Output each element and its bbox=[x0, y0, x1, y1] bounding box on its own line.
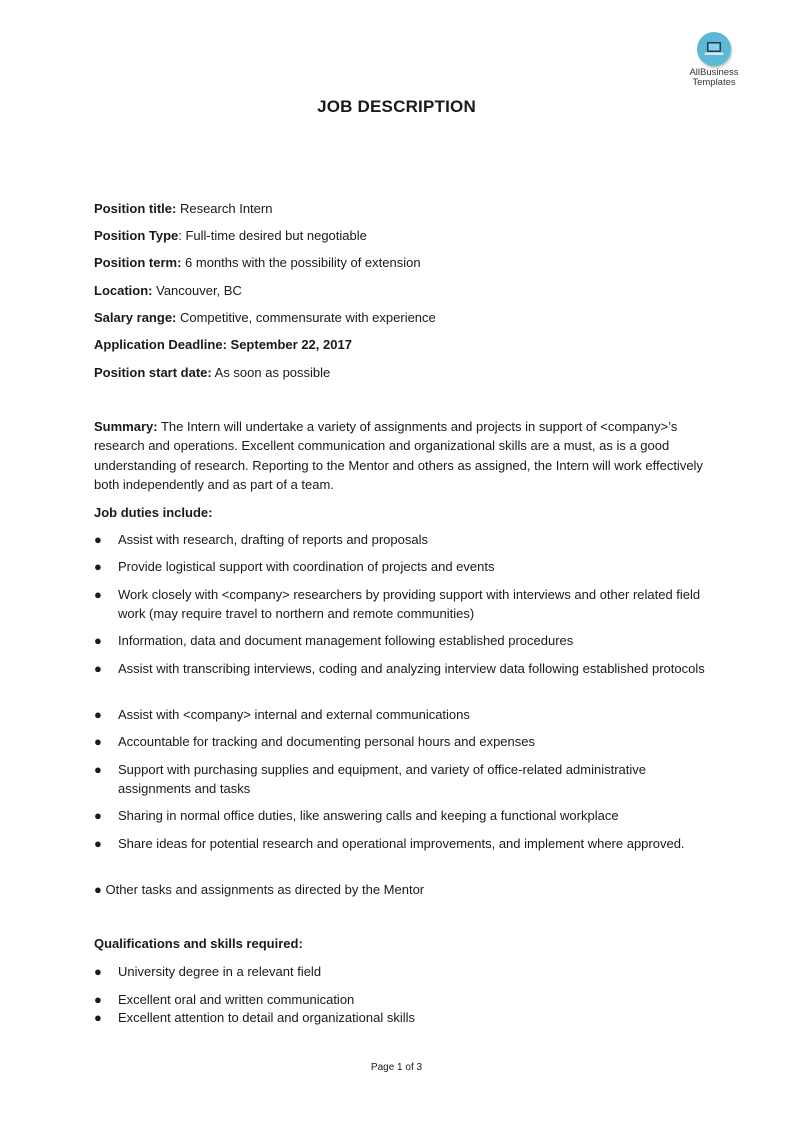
field-value: As soon as possible bbox=[211, 365, 331, 380]
duty-text: Information, data and document management following established procedures bbox=[118, 633, 574, 648]
duty-item bbox=[94, 530, 714, 549]
qualification-text: Excellent attention to detail and organizational skills bbox=[118, 1010, 416, 1025]
field-value: Research Intern bbox=[176, 201, 273, 216]
field-position-type bbox=[94, 227, 367, 244]
field-position-start-date bbox=[94, 364, 330, 381]
duty-item bbox=[94, 732, 714, 751]
field-label: Position term: bbox=[94, 255, 182, 270]
field-label: Location: bbox=[94, 283, 153, 298]
duty-text: Assist with transcribing interviews, coding and analyzing interview data following established protocols bbox=[118, 661, 705, 676]
duty-text: Share ideas for potential research and operational improvements, and implement where approved. bbox=[118, 836, 685, 851]
field-label: Salary range: bbox=[94, 310, 177, 325]
summary-text: The Intern will undertake a variety of assignments and projects in support of <company>’s research and operations. Excellent communication and organizational skills are a must, as is a good understanding of research. Reporting to the Mentor and others as assigned, the Intern will work effectively both independently and as part of a team. bbox=[94, 419, 703, 492]
bullet-icon: ● bbox=[94, 964, 102, 979]
duty-item bbox=[94, 834, 714, 853]
summary-label: Summary: bbox=[94, 419, 158, 434]
bullet-icon: ● bbox=[94, 836, 102, 851]
logo-text-line2: Templates bbox=[692, 77, 736, 88]
bullet-icon: ● bbox=[94, 808, 102, 823]
bullet-icon: ● bbox=[94, 762, 102, 777]
duty-text: Assist with research, drafting of reports and proposals bbox=[118, 532, 428, 547]
summary-paragraph bbox=[94, 417, 714, 494]
field-label: Application Deadline: bbox=[94, 337, 227, 352]
page-number: Page 1 of 3 bbox=[370, 1062, 423, 1073]
logo-text-line1: AllBusiness bbox=[689, 67, 739, 78]
allbusiness-templates-logo bbox=[680, 32, 748, 88]
duty-item bbox=[94, 585, 714, 623]
bullet-icon: ● bbox=[94, 707, 102, 722]
duty-item bbox=[94, 760, 714, 798]
bullet-icon: ● bbox=[94, 559, 102, 574]
bullet-icon: ● bbox=[94, 633, 102, 648]
page-title: JOB DESCRIPTION bbox=[317, 97, 476, 116]
duty-item bbox=[94, 659, 714, 678]
field-position-term bbox=[94, 254, 421, 271]
duty-text: Provide logistical support with coordination of projects and events bbox=[118, 559, 495, 574]
duty-item-other-tasks: ● Other tasks and assignments as directed by the Mentor bbox=[94, 882, 425, 897]
duty-item bbox=[94, 806, 714, 825]
duty-text: Accountable for tracking and documenting personal hours and expenses bbox=[118, 734, 535, 749]
qualifications-heading: Qualifications and skills required: bbox=[94, 936, 303, 951]
duty-text: Sharing in normal office duties, like answering calls and keeping a functional workplace bbox=[118, 808, 619, 823]
field-label: Position Type bbox=[94, 228, 179, 243]
field-value: : Full-time desired but negotiable bbox=[178, 228, 367, 243]
bullet-icon: ● bbox=[94, 661, 102, 676]
qualification-text: University degree in a relevant field bbox=[118, 964, 322, 979]
bullet-icon: ● bbox=[94, 992, 102, 1007]
job-duties-heading: Job duties include: bbox=[94, 505, 213, 520]
field-value: Vancouver, BC bbox=[152, 283, 242, 298]
field-salary-range bbox=[94, 309, 436, 326]
qualification-item bbox=[94, 962, 714, 981]
bullet-icon: ● bbox=[94, 734, 102, 749]
field-value: 6 months with the possibility of extension bbox=[181, 255, 421, 270]
bullet-icon: ● bbox=[94, 1010, 102, 1025]
duty-item bbox=[94, 631, 714, 650]
field-value: Competitive, commensurate with experience bbox=[176, 310, 436, 325]
duty-item bbox=[94, 705, 714, 724]
field-position-title bbox=[94, 200, 272, 217]
qualification-text: Excellent oral and written communication bbox=[118, 992, 355, 1007]
field-value: September 22, 2017 bbox=[226, 337, 352, 352]
duty-text: Support with purchasing supplies and equipment, and variety of office-related administrative assignments and tasks bbox=[118, 762, 647, 796]
duty-item bbox=[94, 557, 714, 576]
duty-text: Assist with <company> internal and external communications bbox=[118, 707, 470, 722]
qualification-item bbox=[94, 1008, 714, 1027]
field-label: Position title: bbox=[94, 201, 177, 216]
qualification-item bbox=[94, 990, 714, 1009]
field-label: Position start date: bbox=[94, 365, 212, 380]
duty-text: Work closely with <company> researchers by providing support with interviews and other related field work (may require travel to northern and remote communities) bbox=[118, 587, 701, 621]
bullet-icon: ● bbox=[94, 532, 102, 547]
laptop-icon bbox=[697, 32, 731, 66]
field-application-deadline bbox=[94, 336, 352, 353]
field-location bbox=[94, 282, 242, 299]
bullet-icon: ● bbox=[94, 587, 102, 602]
